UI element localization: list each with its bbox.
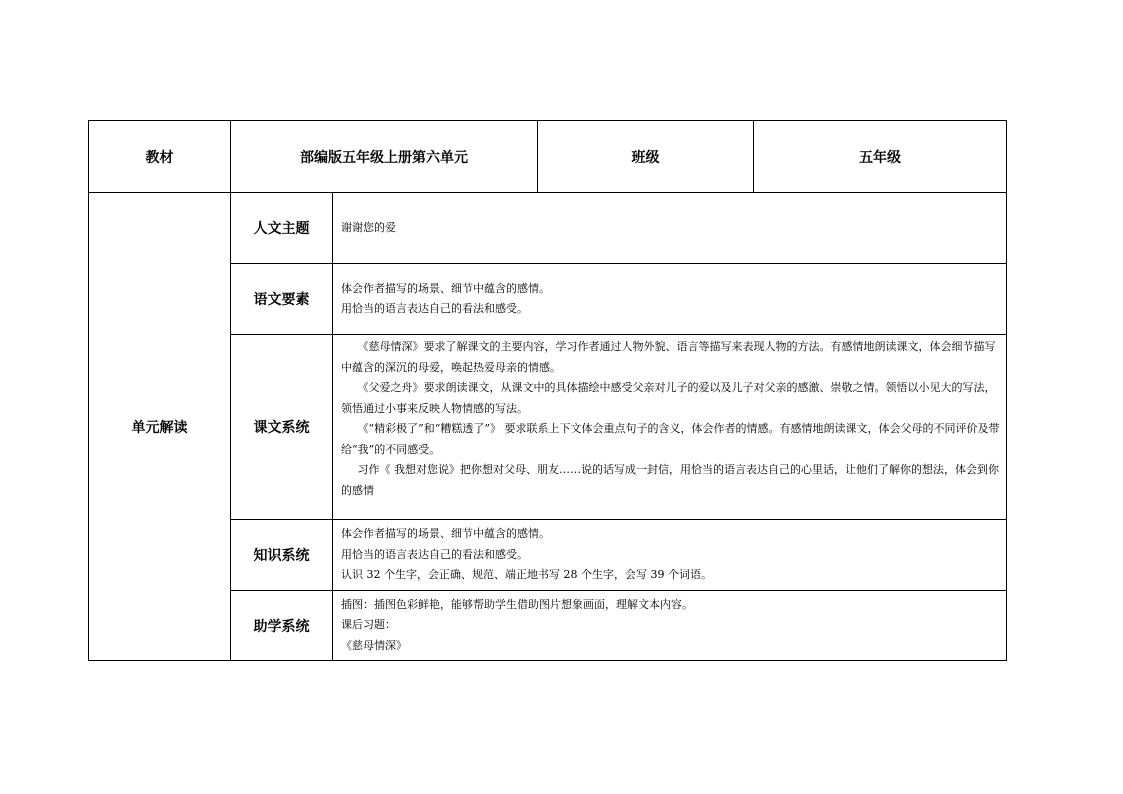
material-value-cell: 部编版五年级上册第六单元 [231,121,538,193]
row-body-theme [333,193,1007,264]
text-paragraph: 习作《 我想对您说》把你想对父母、朋友……说的话写成一封信，用恰当的语言表达自己的心里话，让他们了解你的想法，体会到你的感情 [341,463,999,497]
text-paragraph: 《“精彩极了”和“糟糕透了”》 要求联系上下文体会重点句子的含义，体会作者的情感。有感情地朗读课文，体会父母的不同评价及带给“我”的不同感受。 [341,422,1000,456]
row-label-text-system: 课文系统 [231,335,333,520]
row-label-knowledge-system: 知识系统 [231,520,333,591]
text-line: 课后习题： [341,618,396,632]
row-label-theme: 人文主题 [231,193,333,264]
row-body-text-system [333,335,1007,520]
table-row [89,193,1007,264]
text-line: 体会作者描写的场景、细节中蕴含的感情。 [341,527,550,541]
unit-plan-table [88,120,1007,661]
row-body-language-elements [333,264,1007,335]
text-line: 认识 32 个生字，会正确、规范、端正地书写 28 个生字，会写 39 个词语。 [341,568,712,582]
text-line: 体会作者描写的场景、细节中蕴含的感情。 [341,281,550,295]
row-body-learning-aids [333,591,1007,661]
text-line: 用恰当的语言表达自己的看法和感受。 [341,547,528,561]
text-line: 用恰当的语言表达自己的看法和感受。 [341,302,528,315]
header-row [89,121,1007,193]
row-label-learning-aids: 助学系统 [231,591,333,661]
text-line: 《慈母情深》 [341,638,407,652]
class-label-cell: 班级 [538,121,754,193]
row-label-language-elements: 语文要素 [231,264,333,335]
text-paragraph: 《慈母情深》要求了解课文的主要内容，学习作者通过人物外貌、语言等描写来表现人物的方法。有感情地朗读课文，体会细节描写中蕴含的深沉的母爱，唤起热爱母亲的情感。 [341,340,996,374]
text-line: 插图：插图色彩鲜艳，能够帮助学生借助图片想象画面，理解文本内容。 [341,597,693,611]
text-line: 谢谢您的爱 [341,220,396,234]
text-paragraph: 《父爱之舟》要求朗读课文，从课文中的具体描绘中感受父亲对儿子的爱以及儿子对父亲的感激、崇敬之情。领悟以小见大的写法，领悟通过小事来反映人物情感的写法。 [341,381,996,415]
section-title-cell: 单元解读 [89,193,231,661]
material-label-cell: 教材 [89,121,231,193]
row-body-knowledge-system [333,520,1007,591]
class-value-cell: 五年级 [754,121,1007,193]
